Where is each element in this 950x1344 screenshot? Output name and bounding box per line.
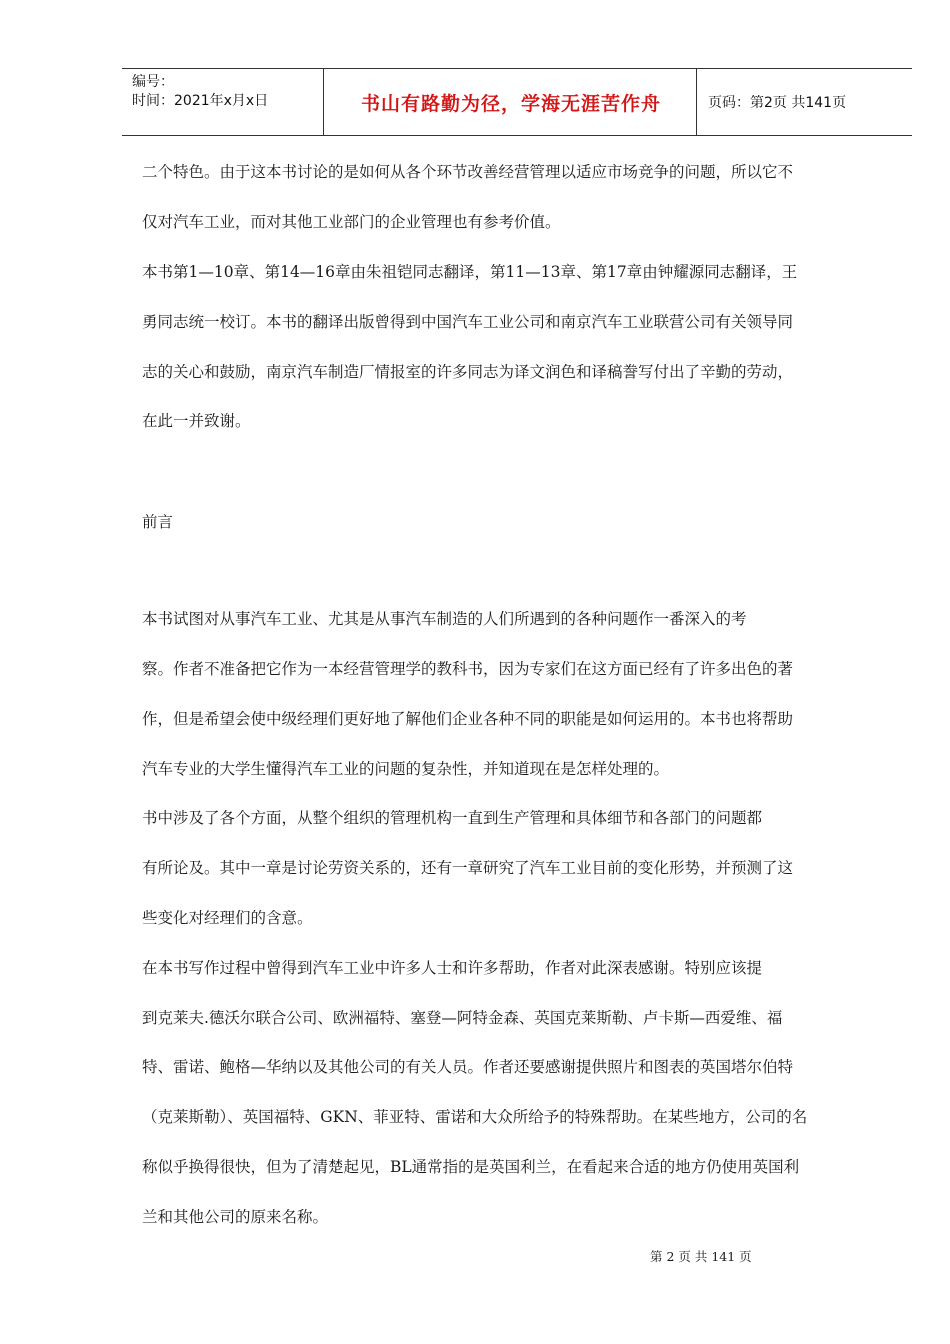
time-label: 时间：2021年x月x日 [132,93,269,109]
body-line: 称似乎换得很快，但为了清楚起见，BL通常指的是英国利兰，在看起来合适的地方仍使用英国利 [142,1158,800,1176]
body-line: 些变化对经理们的含意。 [142,909,313,927]
body-line: 到克莱夫.德沃尔联合公司、欧洲福特、塞登—阿特金森、英国克莱斯勒、卢卡斯—西爱维、福 [142,1009,783,1027]
body-line: 汽车专业的大学生懂得汽车工业的问题的复杂性，并知道现在是怎样处理的。 [142,760,670,778]
body-line: 书中涉及了各个方面，从整个组织的管理机构一直到生产管理和具体细节和各部门的问题都 [142,809,763,827]
header-meta [132,73,268,111]
body-line: 勇同志统一校订。本书的翻译出版曾得到中国汽车工业公司和南京汽车工业联营公司有关领导同 [142,313,794,331]
body-line: 作，但是希望会使中级经理们更好地了解他们企业各种不同的职能是如何运用的。本书也将帮助 [142,710,794,728]
header-divider-right [696,69,697,135]
body-line: 有所论及。其中一章是讨论劳资关系的，还有一章研究了汽车工业目前的变化形势，并预测了这 [142,859,794,877]
section-heading: 前言 [142,513,174,531]
page-footer: 第 2 页 共 141 页 [650,1249,752,1264]
body-line: 在此一并致谢。 [142,412,251,430]
body-line: 察。作者不准备把它作为一本经营管理学的教科书，因为专家们在这方面已经有了许多出色的著 [142,660,794,678]
body-line: 在本书写作过程中曾得到汽车工业中许多人士和许多帮助，作者对此深表感谢。特别应该提 [142,959,763,977]
body-line: 二个特色。由于这本书讨论的是如何从各个环节改善经营管理以适应市场竞争的问题，所以它不 [142,163,794,181]
body-line: 特、雷诺、鲍格—华纳以及其他公司的有关人员。作者还要感谢提供照片和图表的英国塔尔伯特 [142,1058,794,1076]
page-header [122,68,912,136]
body-line: （克莱斯勒）、英国福特、GKN、菲亚特、雷诺和大众所给予的特殊帮助。在某些地方，公司的名 [142,1108,808,1126]
header-page-info: 页码：第2页 共141页 [708,95,847,111]
body-line: 本书第1—10章、第14—16章由朱祖铠同志翻译，第11—13章、第17章由钟耀源同志翻译，王 [142,263,798,281]
body-line: 志的关心和鼓励，南京汽车制造厂情报室的许多同志为译文润色和译稿誊写付出了辛勤的劳动， [142,363,794,381]
header-motto: 书山有路勤为径，学海无涯苦作舟 [360,92,661,115]
serial-label: 编号： [132,74,174,90]
body-line: 兰和其他公司的原来名称。 [142,1208,329,1226]
body-line: 本书试图对从事汽车工业、尤其是从事汽车制造的人们所遇到的各种问题作一番深入的考 [142,610,747,628]
body-line: 仅对汽车工业，而对其他工业部门的企业管理也有参考价值。 [142,213,561,231]
